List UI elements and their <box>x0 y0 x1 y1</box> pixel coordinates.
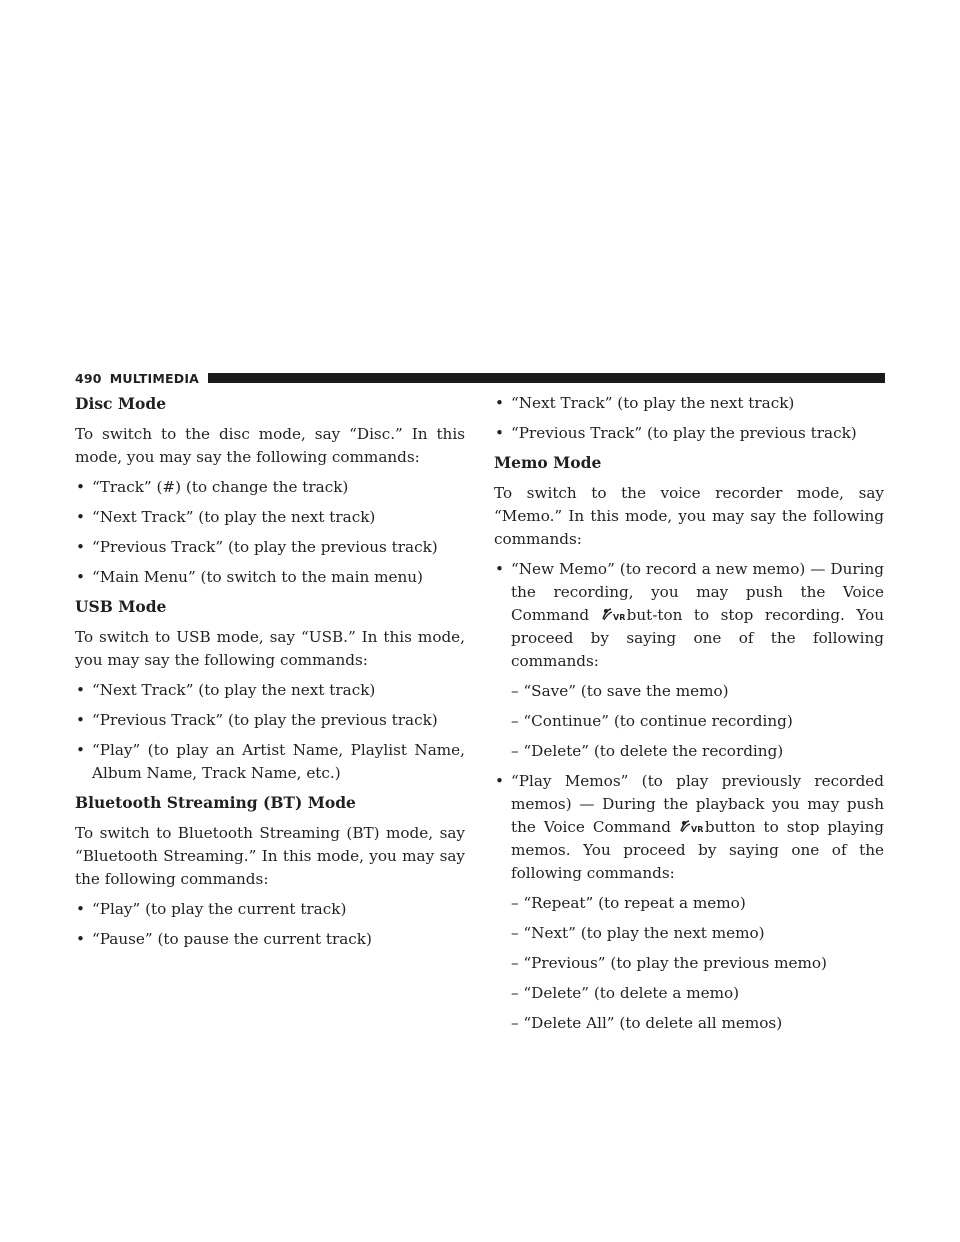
bullet-icon: • <box>76 741 85 759</box>
bullet-icon: • <box>76 478 85 496</box>
bullet-icon: • <box>495 424 504 442</box>
usb-mode-heading: USB Mode <box>75 597 167 616</box>
list-item: • “Play” (to play an Artist Name, Playlist Name, Album Name, Track Name, etc.) <box>76 741 465 782</box>
list-item: – “Continue” (to continue recording) <box>511 712 793 730</box>
list-item: • “Next Track” (to play the next track) <box>494 392 884 415</box>
list-item: • “Pause” (to pause the current track) <box>75 928 465 951</box>
right-column <box>494 392 884 1042</box>
memo-mode-heading: Memo Mode <box>494 453 602 472</box>
bullet-icon: • <box>495 394 504 412</box>
bt-mode-heading: Bluetooth Streaming (BT) Mode <box>75 793 356 812</box>
page-header <box>75 370 885 386</box>
bt-mode-intro: To switch to Bluetooth Streaming (BT) mode, say “Bluetooth Streaming.” In this mode, you may say the following commands: <box>75 824 465 888</box>
memo-mode-intro: To switch to the voice recorder mode, say “Memo.” In this mode, you may say the following commands: <box>494 484 884 548</box>
list-item: • “Next Track” (to play the next track) <box>75 506 465 529</box>
left-column <box>75 392 465 958</box>
bullet-icon: • <box>76 681 85 699</box>
list-item: – “Repeat” (to repeat a memo) <box>511 894 746 912</box>
list-item: • “Main Menu” (to switch to the main menu) <box>75 566 465 589</box>
bullet-icon: • <box>495 772 504 790</box>
disc-mode-commands <box>75 476 465 589</box>
disc-mode-heading: Disc Mode <box>75 394 167 413</box>
memo-mode-commands <box>494 558 884 1035</box>
svg-text:VR: VR <box>612 613 625 622</box>
bullet-icon: • <box>76 538 85 556</box>
disc-mode-intro: To switch to the disc mode, say “Disc.” In this mode, you may say the following commands: <box>75 425 465 466</box>
bt-mode-commands-continued <box>494 392 884 445</box>
list-item: – “Delete” (to delete the recording) <box>511 742 784 760</box>
list-item: • “New Memo” (to record a new memo) — During the recording, you may push the Voice Command VR but-ton to stop recording. You proceed by saying one of the following commands: <box>495 560 884 670</box>
svg-text:VR: VR <box>690 825 704 834</box>
bt-mode-commands <box>75 898 465 951</box>
list-item: • “Play Memos” (to play previously recorded memos) — During the playback you may push the Voice Command VR button to stop playing memos. You proceed by saying one of the following commands: <box>495 772 884 882</box>
list-item: – “Previous” (to play the previous memo) <box>511 954 827 972</box>
list-item: – “Delete All” (to delete all memos) <box>511 1014 783 1032</box>
page-number: 490 <box>75 370 102 386</box>
list-item: • “Previous Track” (to play the previous track) <box>494 422 884 445</box>
list-item: • “Play” (to play the current track) <box>75 898 465 921</box>
list-item: • “Previous Track” (to play the previous track) <box>75 536 465 559</box>
bullet-icon: • <box>76 711 85 729</box>
list-item: • “Next Track” (to play the next track) <box>75 679 465 702</box>
usb-mode-intro: To switch to USB mode, say “USB.” In this mode, you may say the following commands: <box>75 628 465 669</box>
bullet-icon: • <box>76 568 85 586</box>
list-item: • “Track” (#) (to change the track) <box>75 476 465 499</box>
bullet-icon: • <box>76 900 85 918</box>
list-item: • “Previous Track” (to play the previous track) <box>75 709 465 732</box>
bullet-icon: • <box>76 508 85 526</box>
bullet-icon: • <box>76 930 85 948</box>
header-rule <box>208 373 885 383</box>
voice-command-icon <box>601 606 627 622</box>
list-item: – “Save” (to save the memo) <box>511 682 729 700</box>
usb-mode-commands <box>75 679 465 785</box>
list-item: – “Delete” (to delete a memo) <box>511 984 740 1002</box>
list-item: – “Next” (to play the next memo) <box>511 924 765 942</box>
voice-command-icon <box>679 818 705 834</box>
section-title: MULTIMEDIA <box>109 370 200 386</box>
bullet-icon: • <box>495 560 504 578</box>
